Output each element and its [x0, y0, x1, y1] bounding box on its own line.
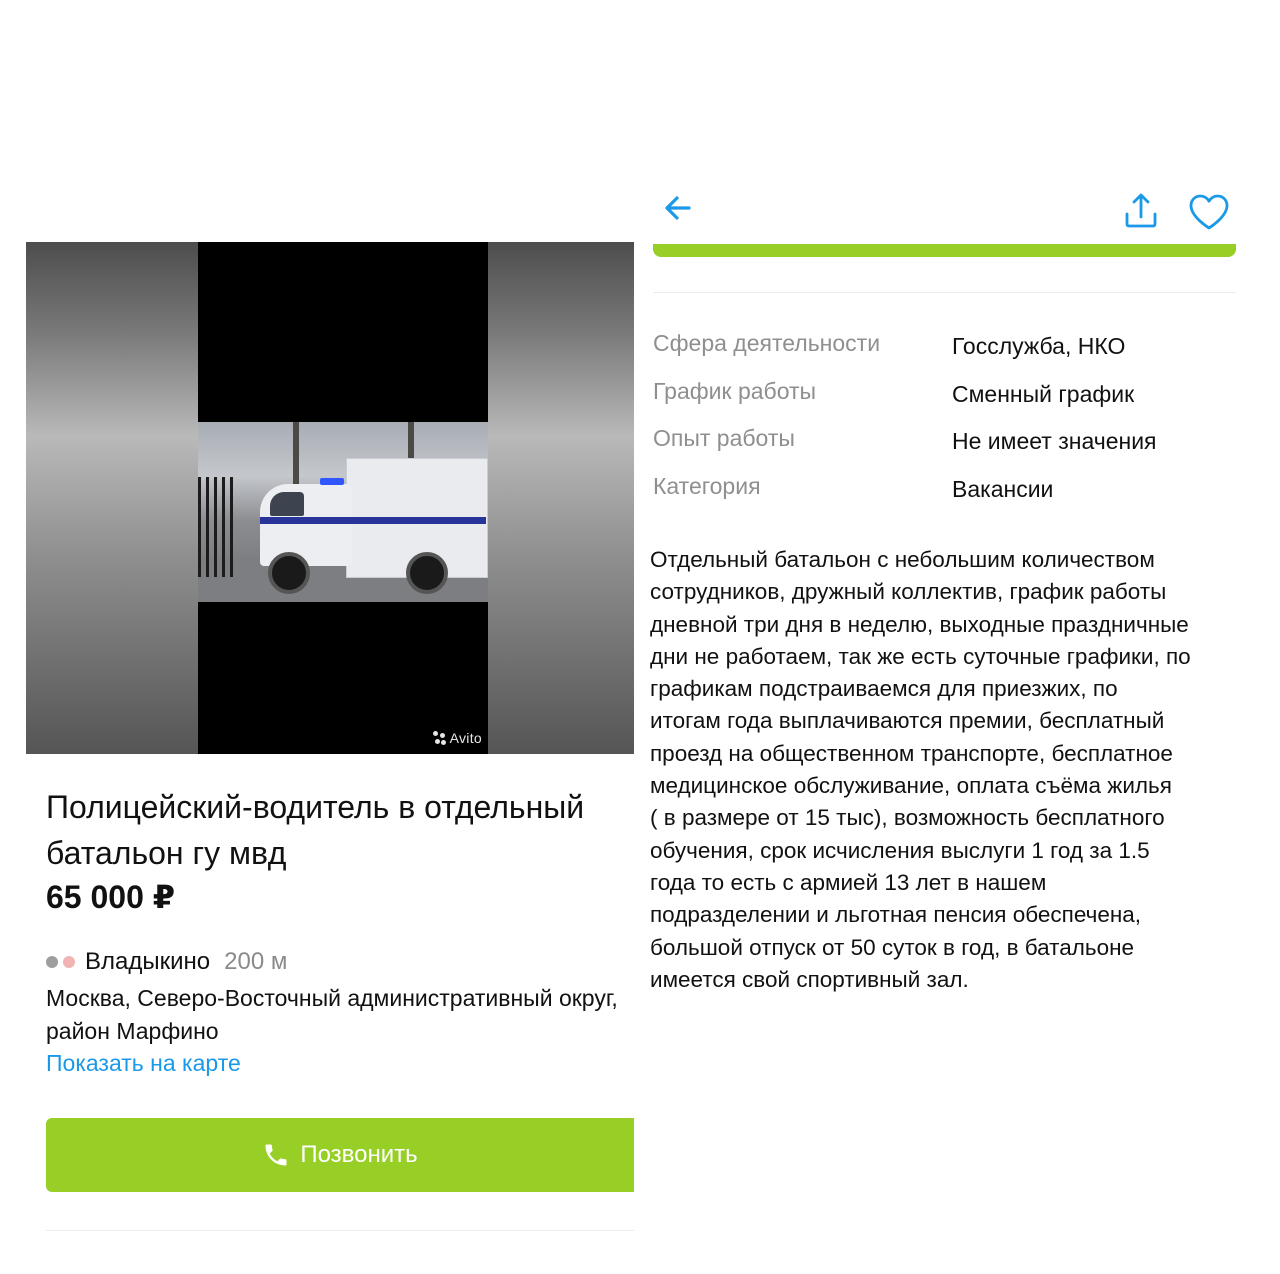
header-accent-bar	[653, 244, 1236, 257]
param-label: Категория	[653, 472, 761, 499]
param-label: Опыт работы	[653, 425, 795, 451]
param-value: Вакансии	[952, 475, 1054, 502]
watermark-text: Avito	[449, 730, 482, 746]
job-parameters	[653, 330, 1236, 520]
param-value: Не имеет значения	[952, 428, 1157, 454]
arrow-left-icon	[660, 190, 696, 226]
share-button[interactable]	[1122, 192, 1160, 230]
metro-distance: 200 м	[224, 948, 288, 975]
param-row	[653, 378, 1236, 426]
listing-photo[interactable]	[26, 242, 634, 754]
share-icon	[1122, 192, 1160, 230]
param-label: График работы	[653, 377, 817, 404]
listing-price: 65 000 ₽	[46, 879, 176, 915]
metro-station-name: Владыкино	[85, 948, 211, 975]
listing-address: Москва, Северо-Восточный административный округ, район Марфино	[46, 985, 618, 1044]
metro-station	[46, 948, 287, 976]
back-button[interactable]	[660, 190, 696, 226]
show-on-map-link[interactable]: Показать на карте	[46, 1050, 241, 1076]
call-button-label: Позвонить	[300, 1141, 418, 1168]
job-description: Отдельный батальон с небольшим количеством сотрудников, дружный коллектив, график работы дневной три дня в неделю, выходные праздничные дни не работаем, так же есть суточные графики, по графикам подстраиваемся для приезжих, по итогам года выплачиваются премии, бесплатный проезд на общественном транспорте, бесплатное медицинское обслуживание, оплата съёма жилья ( в размере от 15 тыс), возможность бесплатного обучения, срок исчисления выслуги 1 год за 1.5 года то есть с армией 13 лет в нашем подразделении и льготная пенсия обеспечена, большой отпуск от 50 суток в год, в батальоне имеется свой спортивный зал.	[650, 547, 1191, 992]
watermark	[433, 730, 482, 746]
metro-line-dot	[63, 956, 75, 968]
param-row	[653, 473, 1236, 521]
tree-trunk	[293, 422, 299, 492]
param-value: Сменный график	[952, 380, 1135, 407]
param-row	[653, 330, 1236, 378]
favorite-button[interactable]	[1188, 193, 1230, 231]
metro-line-dot	[46, 956, 58, 968]
listing-title: Полицейский-водитель в отдельный батальон гу мвд	[46, 789, 585, 871]
fence	[198, 477, 238, 577]
photo-frame	[198, 242, 488, 754]
param-row	[653, 425, 1236, 473]
avito-logo-icon	[433, 731, 447, 745]
truck-wheel	[406, 552, 448, 594]
param-value: Госслужба, НКО	[952, 333, 1126, 359]
truck-wheel	[268, 552, 310, 594]
param-label: Сфера деятельности	[653, 330, 881, 356]
divider	[46, 1230, 634, 1231]
truck-window	[270, 492, 304, 516]
heart-icon	[1188, 193, 1230, 231]
truck-stripe	[260, 517, 486, 524]
divider	[653, 292, 1236, 293]
phone-icon	[262, 1141, 290, 1169]
call-button[interactable]	[46, 1118, 634, 1192]
police-truck-image	[198, 422, 488, 602]
siren-light	[320, 478, 344, 485]
